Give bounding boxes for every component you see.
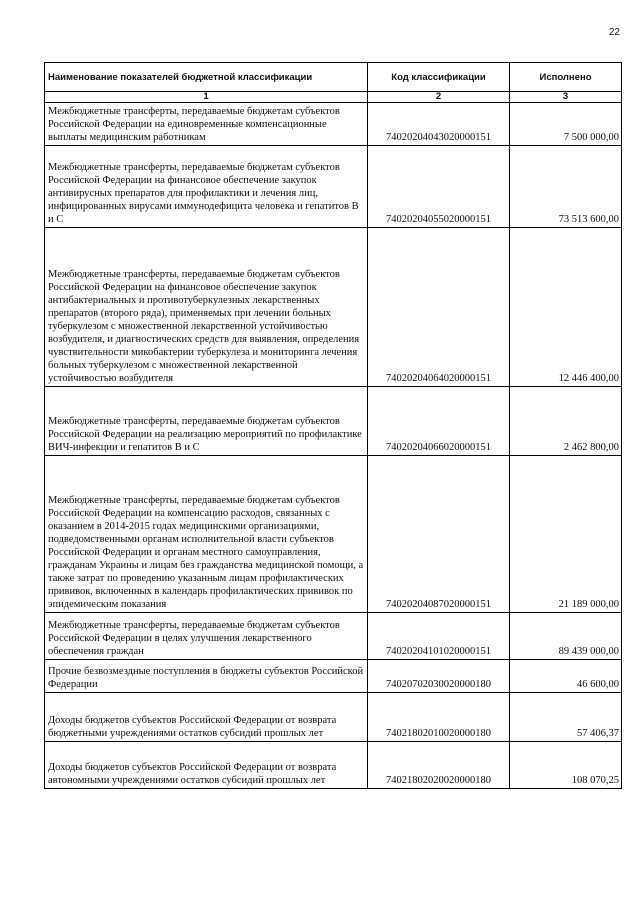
budget-table xyxy=(44,62,622,789)
row-name: Доходы бюджетов субъектов Российской Федерации от возврата автономными учреждениями остатков субсидий прошлых лет xyxy=(45,742,368,789)
row-value: 108 070,25 xyxy=(510,742,622,789)
row-name: Межбюджетные трансферты, передаваемые бюджетам субъектов Российской Федерации в целях улучшения лекарственного обеспечения граждан xyxy=(45,613,368,660)
row-value: 7 500 000,00 xyxy=(510,103,622,146)
table-row xyxy=(45,456,622,613)
row-value: 12 446 400,00 xyxy=(510,228,622,387)
table-row xyxy=(45,228,622,387)
header-row xyxy=(45,63,622,92)
table-row xyxy=(45,660,622,693)
row-name: Межбюджетные трансферты, передаваемые бюджетам субъектов Российской Федерации на финансовое обеспечение закупок антивирусных препаратов для профилактики и лечения лиц, инфицированных вирусами иммунодефицита человека и гепатитов В и С xyxy=(45,146,368,228)
row-value: 46 600,00 xyxy=(510,660,622,693)
row-code: 74020702030020000180 xyxy=(368,660,510,693)
table-row xyxy=(45,103,622,146)
row-name: Доходы бюджетов субъектов Российской Федерации от возврата бюджетными учреждениями остатков субсидий прошлых лет xyxy=(45,693,368,742)
row-code: 74020204064020000151 xyxy=(368,228,510,387)
column-number-row xyxy=(45,92,622,103)
header-executed: Исполнено xyxy=(510,63,622,92)
row-code: 74020204043020000151 xyxy=(368,103,510,146)
row-value: 21 189 000,00 xyxy=(510,456,622,613)
column-number: 3 xyxy=(510,92,622,103)
table-row xyxy=(45,613,622,660)
table-row xyxy=(45,742,622,789)
row-name: Межбюджетные трансферты, передаваемые бюджетам субъектов Российской Федерации на компенсацию расходов, связанных с оказанием в 2014-2015 годах медицинскими организациями, подведомственными органам исполнительной власти субъектов Российской Федерации и органам местного самоуправления, гражданам Украины и лицам без гражданства медицинской помощи, а также затрат по проведению указанным лицам профилактических прививок, включенных в календарь профилактических прививок по эпидемическим показания xyxy=(45,456,368,613)
row-name: Прочие безвозмездные поступления в бюджеты субъектов Российской Федерации xyxy=(45,660,368,693)
row-name: Межбюджетные трансферты, передаваемые бюджетам субъектов Российской Федерации на реализацию мероприятий по профилактике ВИЧ-инфекции и гепатитов В и С xyxy=(45,387,368,456)
row-code: 74020204087020000151 xyxy=(368,456,510,613)
row-code: 74021802020020000180 xyxy=(368,742,510,789)
table-row xyxy=(45,387,622,456)
column-number: 1 xyxy=(45,92,368,103)
table-row xyxy=(45,146,622,228)
header-indicator-name: Наименование показателей бюджетной классификации xyxy=(45,63,368,92)
row-code: 74020204055020000151 xyxy=(368,146,510,228)
row-value: 57 406,37 xyxy=(510,693,622,742)
page-number: 22 xyxy=(608,27,620,38)
table-row xyxy=(45,693,622,742)
row-name: Межбюджетные трансферты, передаваемые бюджетам субъектов Российской Федерации на единовременные компенсационные выплаты медицинским работникам xyxy=(45,103,368,146)
row-value: 89 439 000,00 xyxy=(510,613,622,660)
column-number: 2 xyxy=(368,92,510,103)
row-code: 74020204066020000151 xyxy=(368,387,510,456)
row-value: 73 513 600,00 xyxy=(510,146,622,228)
header-classification-code: Код классификации xyxy=(368,63,510,92)
row-code: 74020204101020000151 xyxy=(368,613,510,660)
row-name: Межбюджетные трансферты, передаваемые бюджетам субъектов Российской Федерации на финансовое обеспечение закупок антибактериальных и противотуберкулезных лекарственных препаратов (второго ряда), применяемых при лечении больных туберкулезом с множественной лекарственной устойчивостью возбудителя, и диагностических средств для выявления, определения чувствительности микобактерии туберкулеза и мониторинга лечения больных туберкулезом с множественной лекарственной устойчивостью возбудителя xyxy=(45,228,368,387)
row-code: 74021802010020000180 xyxy=(368,693,510,742)
row-value: 2 462 800,00 xyxy=(510,387,622,456)
